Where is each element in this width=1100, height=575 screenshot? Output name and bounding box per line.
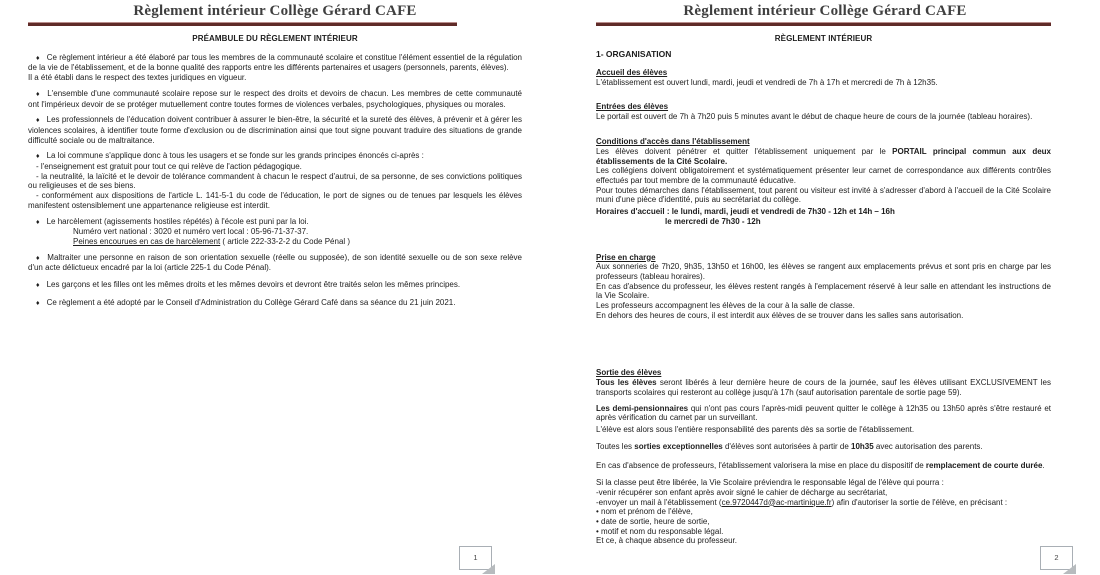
paragraph-text: Si la classe peut être libérée, la Vie Scolaire préviendra le responsable légal de l'élève qui pourra : <box>596 478 944 488</box>
horaires-bold-text: le mercredi de 7h30 - 12h <box>665 216 761 226</box>
sortie-responsabilite <box>596 425 1051 435</box>
heading-accueil: Accueil des élèves <box>596 68 668 78</box>
paragraph-etabli <box>28 73 522 83</box>
list-item-enseignement <box>28 162 522 172</box>
demi-pensionnaires-bold: Les demi-pensionnaires <box>596 403 689 413</box>
paragraph-text: Les garçons et les filles ont les mêmes droits et les mêmes devoirs et devront être traités selon les mêmes principes. <box>46 280 461 290</box>
paragraph-text: Les élèves doivent pénétrer et quitter l'établissement uniquement par le <box>596 146 893 156</box>
page-number: 1 <box>473 553 478 562</box>
sortie-demi-pensionnaires <box>596 404 1051 423</box>
prise-interdit <box>596 311 1051 321</box>
page-2 <box>550 0 1100 575</box>
preamble-heading: PRÉAMBULE DU RÈGLEMENT INTÉRIEUR <box>192 34 358 43</box>
paragraph-text: Et ce, à chaque absence du professeur. <box>596 536 737 546</box>
paragraph-text: ) afin d'autoriser la sortie de l'élève, en précisant : <box>831 497 1008 507</box>
page-title: Règlement intérieur Collège Gérard CAFE <box>683 3 967 19</box>
reglement-heading: RÈGLEMENT INTÉRIEUR <box>774 34 873 43</box>
page-2-content <box>550 34 1100 546</box>
prise-accompagnement <box>596 301 1051 311</box>
prise-absence <box>596 282 1051 301</box>
page-number-badge <box>1040 546 1073 570</box>
paragraph-text: . <box>1042 461 1045 471</box>
title-rule <box>28 22 457 26</box>
numero-vert-line <box>73 227 522 237</box>
sortie-venir-recuperer <box>596 488 1051 498</box>
paragraph-text: Les professionnels de l'éducation doivent contribuer à assurer le bien-être, la sécurité et la sureté des élèves, à prévenir et à gérer les violences scolaires, à identifier toute forme d'exclusion ou de discrimination ainsi que tout signe pouvant traduire des situations de grande difficulté sociale ou de maltraitance. <box>28 115 523 145</box>
section-1-organisation: 1- ORGANISATION <box>596 48 672 59</box>
paragraph-text: En cas d'absence du professeur, les élèves restent rangés à l'emplacement réservé à leur salle en attendant les instructions de la Vie Scolaire. <box>596 281 1051 301</box>
sortie-classe-liberee <box>596 478 1051 488</box>
sortie-item-date <box>596 517 1051 527</box>
heading-entrees: Entrées des élèves <box>596 101 669 111</box>
list-item-text: - la neutralité, la laïcité et le devoir de tolérance commandent à chacun le respect d'autrui, de sa personne, de ses convictions politiques ou religieuses et de ses biens. <box>28 171 522 191</box>
remplacement-bold: remplacement de courte durée <box>925 461 1043 471</box>
paragraph-text: Aux sonneries de 7h20, 9h35, 13h50 et 16h00, les élèves se rangent aux emplacements prévus et sont pris en charge par les professeurs (tableau horaires). <box>596 262 1051 281</box>
paragraph-text: L'élève est alors sous l'entière responsabilité des parents dès sa sortie de l'établissement. <box>596 424 915 434</box>
sortie-envoyer-mail <box>596 498 1051 508</box>
sortie-liberes <box>596 378 1051 397</box>
sortie-item-nom <box>596 507 1051 517</box>
horaires-accueil-line1 <box>596 207 1051 217</box>
paragraph-text: La loi commune s'applique donc à tous les usagers et se fonde sur les grands principes énoncés ci-après : <box>46 151 424 161</box>
paragraph-text: seront libérés à leur dernière heure de cours de la journée, sauf les élèves utilisant EXCLUSIVEMENT les transports scolaires qui resteront au collège jusqu'à 17h (sauf autorisation parentale de sortie page 59). <box>596 378 1051 397</box>
paragraph-egalite <box>28 280 522 291</box>
paragraph-text: Ce règlement a été adopté par le Conseil d'Administration du Collège Gérard Café dans sa séance du 21 juin 2021. <box>46 297 456 307</box>
diamond-bullet-icon: ♦ <box>36 54 40 62</box>
tous-les-eleves-bold: Tous les élèves <box>596 378 657 388</box>
paragraph-communaute <box>28 89 522 109</box>
paragraph-text: -venir récupérer son enfant après avoir signé le cahier de décharge au secrétariat, <box>596 487 888 497</box>
paragraph-professionnels <box>28 115 522 145</box>
list-item-text: • date de sortie, heure de sortie, <box>596 516 710 526</box>
sortie-et-ce <box>596 536 1051 546</box>
conditions-demarches <box>596 186 1051 205</box>
paragraph-text: Il a été établi dans le respect des textes juridiques en vigueur. <box>28 73 247 83</box>
paragraph-text: d'élèves sont autorisées à partir de <box>722 441 851 451</box>
page-number-badge <box>459 546 492 570</box>
paragraph-text: qui n'ont pas cours l'après-midi peuvent quitter le collège à 12h35 ou 13h50 après s'être restauré et après vérification du carnet par un surveillant. <box>596 403 1051 423</box>
page-1-content <box>0 34 550 308</box>
paragraph-elaboration <box>28 53 522 73</box>
paragraph-text: En dehors des heures de cours, il est interdit aux élèves de se trouver dans les salles sans autorisation. <box>596 310 964 320</box>
horaires-accueil-line2 <box>665 217 1051 227</box>
paragraph-text: Les collégiens doivent obligatoirement et systématiquement présenter leur carnet de correspondance aux différents contrôles effectués par tout membre de la communauté éducative. <box>596 166 1051 186</box>
paragraph-text: Le harcèlement (agissements hostiles répétés) à l'école est puni par la loi. <box>46 216 309 226</box>
folded-corner-icon <box>1063 564 1076 574</box>
conditions-carnet <box>596 166 1051 185</box>
list-item-text: - l'enseignement est gratuit pour tout ce qui relève de l'action pédagogique. <box>36 162 302 172</box>
list-item-neutralite <box>28 172 522 191</box>
heading-prise-en-charge: Prise en charge <box>596 252 656 262</box>
folded-corner-icon <box>482 564 495 574</box>
paragraph-text: L'établissement est ouvert lundi, mardi, jeudi et vendredi de 7h à 17h et mercredi de 7h à 12h35. <box>596 78 938 88</box>
heading-sortie: Sortie des élèves <box>596 368 662 378</box>
sortie-exceptionnelles <box>596 442 1051 452</box>
conditions-portail <box>596 147 1051 166</box>
portail-bold-text: PORTAIL principal commun aux deux établissements de la Cité Scolaire. <box>596 146 1051 166</box>
heure-bold: 10h35 <box>851 441 874 451</box>
paragraph-harcelement <box>28 217 522 228</box>
page-title: Règlement intérieur Collège Gérard CAFE <box>133 3 417 19</box>
diamond-bullet-icon: ♦ <box>36 153 40 161</box>
paragraph-text: L'ensemble d'une communauté scolaire repose sur le respect des droits et devoirs de chacun. Les membres de cette communauté ont l'impérieux devoir de se protéger mutuellement contre toutes formes de violences verbales, psychologiques, physiques ou morales. <box>28 88 522 109</box>
paragraph-maltraiter <box>28 253 522 273</box>
diamond-bullet-icon: ♦ <box>36 90 41 98</box>
list-item-text: • motif et nom du responsable légal. <box>596 526 724 536</box>
page-number: 2 <box>1054 553 1059 562</box>
sorties-exceptionnelles-bold: sorties exceptionnelles <box>634 441 723 451</box>
heading-conditions: Conditions d'accès dans l'établissement <box>596 137 750 147</box>
paragraph-text: ( article 222-33-2-2 du Code Pénal ) <box>220 236 351 246</box>
diamond-bullet-icon: ♦ <box>36 282 40 290</box>
sortie-item-motif <box>596 527 1051 537</box>
email-link[interactable]: ce.9720447d@ac-martinique.fr <box>721 497 832 507</box>
title-rule <box>596 22 1051 26</box>
peines-line <box>73 237 522 247</box>
paragraph-loi-commune <box>28 151 522 162</box>
paragraph-text: Toutes les <box>596 441 635 451</box>
peines-underlined-text: Peines encourues en cas de harcèlement <box>73 236 221 246</box>
paragraph-text: Le portail est ouvert de 7h à 7h20 puis 5 minutes avant le début de chaque heure de cours de la journée (tableau horaires). <box>596 111 1033 121</box>
paragraph-text: -envoyer un mail à l'établissement ( <box>596 497 722 507</box>
horaires-bold-text: Horaires d'accueil : le lundi, mardi, jeudi et vendredi de 7h30 - 12h et 14h – 16h <box>596 207 895 217</box>
paragraph-adoption <box>28 298 522 309</box>
entrees-body <box>596 112 1051 122</box>
accueil-body <box>596 78 1051 88</box>
paragraph-text: Maltraiter une personne en raison de son orientation sexuelle (réelle ou supposée), de son identité sexuelle ou de son sexe relève d'un acte délictueux encadré par la loi (article 225-1 du Code Pénal). <box>28 252 523 273</box>
sortie-remplacement <box>596 461 1051 471</box>
paragraph-text: Pour toutes démarches dans l'établissement, tout parent ou visiteur est invité à s'adresser d'abord à l'accueil de la Cité Scolaire muni d'une pièce d'identité, puis au secrétariat du collège. <box>596 185 1051 205</box>
paragraph-text: Les professeurs accompagnent les élèves de la cour à la salle de classe. <box>596 301 855 311</box>
paragraph-text: avec autorisation des parents. <box>873 441 983 451</box>
list-item-text: • nom et prénom de l'élève, <box>596 507 693 517</box>
prise-sonneries <box>596 262 1051 281</box>
diamond-bullet-icon: ♦ <box>36 117 40 125</box>
paragraph-text: Ce règlement intérieur a été élaboré par tous les membres de la communauté scolaire et constitue l'élément essentiel de la régulation de la vie de l'établissement, et de la bonne qualité des rapports entre les différents partenaires et usagers (personnels, parents, élèves). <box>28 52 522 73</box>
diamond-bullet-icon: ♦ <box>36 218 40 226</box>
list-item-text: - conformément aux dispositions de l'article L. 141-5-1 du code de l'éducation, le port de signes ou de tenues par lesquels les élèves manifestent ostensiblement une appartenance religieuse est interdit. <box>28 191 522 210</box>
list-item-article-141 <box>28 191 522 210</box>
paragraph-text: Numéro vert national : 3020 et numéro vert local : 05-96-71-37-37. <box>73 227 309 237</box>
paragraph-text: En cas d'absence de professeurs, l'établissement valorisera la mise en place du dispositif de <box>596 461 926 471</box>
diamond-bullet-icon: ♦ <box>36 254 41 262</box>
diamond-bullet-icon: ♦ <box>36 299 40 307</box>
